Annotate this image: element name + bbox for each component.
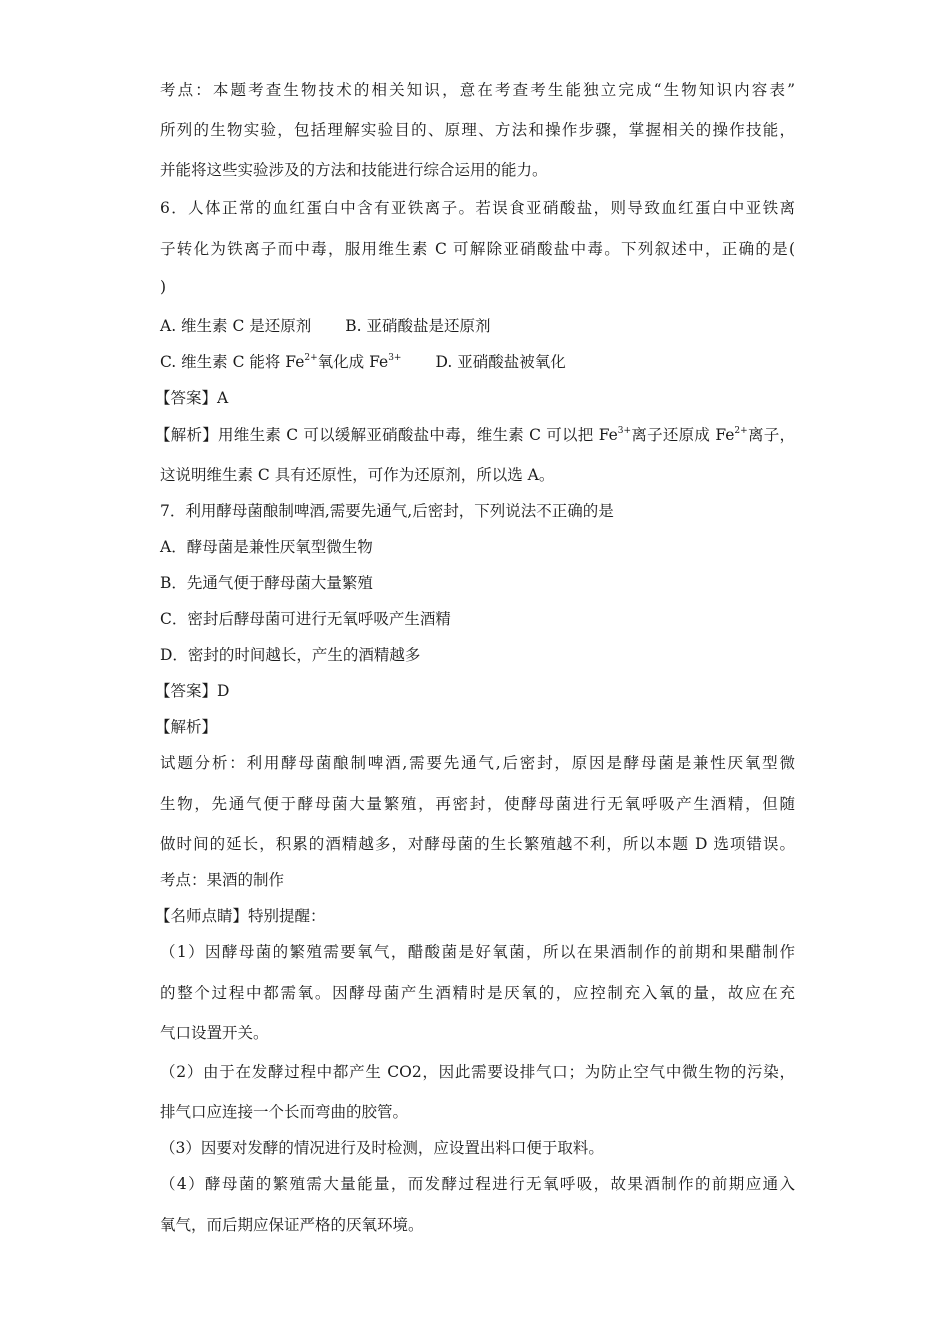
q7-answer: 【答案】D (155, 682, 230, 700)
q6-option-a: A. 维生素 C 是还原剂 (160, 317, 312, 335)
q6-answer: 【答案】A (155, 389, 229, 407)
q7-stem: 7．利用酵母菌酿制啤酒,需要先通气,后密封，下列说法不正确的是 (160, 502, 614, 520)
q7-kaodian: 考点：果酒的制作 (160, 871, 285, 889)
q7-analysis-line-3: 做时间的延长，积累的酒精越多，对酵母菌的生长繁殖越不利，所以本题 D 选项错误。 (160, 835, 795, 853)
q6-options-ab (160, 314, 491, 336)
tip-label: 【名师点睛】特别提醒： (155, 907, 326, 925)
kaodian-line-2: 所列的生物实验，包括理解实验目的、原理、方法和操作步骤，掌握相关的操作技能， (160, 121, 795, 139)
q7-option-b: B．先通气便于酵母菌大量繁殖 (160, 574, 373, 592)
q6-stem-line-1: 6．人体正常的血红蛋白中含有亚铁离子。若误食亚硝酸盐，则导致血红蛋白中亚铁离 (160, 199, 795, 217)
tip-1-line-2: 的整个过程中都需氧。因酵母菌产生酒精时是厌氧的，应控制充入氧的量，故应在充 (160, 984, 795, 1002)
q7-option-d: D．密封的时间越长，产生的酒精越多 (160, 646, 421, 664)
q7-option-c: C．密封后酵母菌可进行无氧呼吸产生酒精 (160, 610, 451, 628)
q6-option-b: B. 亚硝酸盐是还原剂 (345, 317, 491, 335)
q7-analysis-line-1: 试题分析：利用酵母菌酿制啤酒,需要先通气,后密封，原因是酵母菌是兼性厌氧型微 (160, 754, 795, 772)
tip-4-line-1: （4）酵母菌的繁殖需大量能量，而发酵过程进行无氧呼吸，故果酒制作的前期应通入 (160, 1175, 795, 1193)
kaodian-line-1: 考点：本题考查生物技术的相关知识，意在考查考生能独立完成“生物知识内容表” (160, 81, 795, 99)
tip-4-line-2: 氧气，而后期应保证严格的厌氧环境。 (160, 1216, 424, 1234)
q7-option-a: A．酵母菌是兼性厌氧型微生物 (160, 538, 373, 556)
q6-stem-line-3: ) (160, 278, 167, 296)
q6-options-cd (160, 350, 566, 372)
q6-explanation-line-2: 这说明维生素 C 具有还原性，可作为还原剂，所以选 A。 (160, 466, 555, 484)
kaodian-line-3: 并能将这些实验涉及的方法和技能进行综合运用的能力。 (160, 161, 548, 179)
q6-option-c: C. 维生素 C 能将 $Fe^{2+}$氧化成 $Fe^{3+}$ (160, 353, 402, 371)
q7-analysis-label: 【解析】 (155, 718, 218, 736)
tip-2-line-2: 排气口应连接一个长而弯曲的胶管。 (160, 1103, 409, 1121)
q6-stem-line-2: 子转化为铁离子而中毒，服用维生素 C 可解除亚硝酸盐中毒。下列叙述中，正确的是( (160, 240, 795, 258)
tip-1-line-3: 气口设置开关。 (160, 1024, 269, 1042)
q6-option-d: D. 亚硝酸盐被氧化 (435, 353, 566, 371)
tip-3-line-1: （3）因要对发酵的情况进行及时检测，应设置出料口便于取料。 (160, 1139, 604, 1157)
q6-explanation-line-1: 【解析】用维生素 C 可以缓解亚硝酸盐中毒，维生素 C 可以把 $Fe^{3+}$离子还原成 $Fe^{2+}$离子， (155, 426, 795, 444)
tip-1-line-1: （1）因酵母菌的繁殖需要氧气，醋酸菌是好氧菌，所以在果酒制作的前期和果醋制作 (160, 943, 795, 961)
q7-analysis-line-2: 生物，先通气便于酵母菌大量繁殖，再密封，使酵母菌进行无氧呼吸产生酒精，但随 (160, 795, 795, 813)
tip-2-line-1: （2）由于在发酵过程中都产生 CO2，因此需要设排气口；为防止空气中微生物的污染， (160, 1063, 795, 1081)
